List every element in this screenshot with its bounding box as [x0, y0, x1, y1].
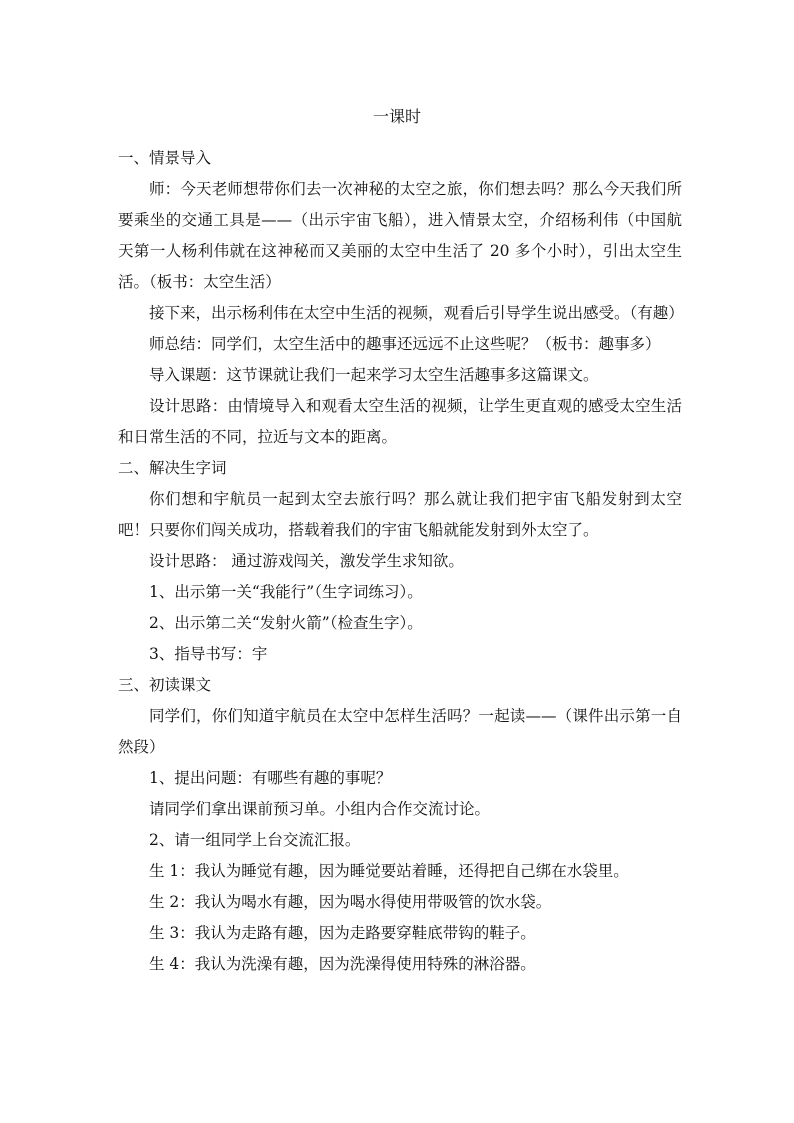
document-body	[118, 143, 682, 980]
paragraph: 1、出示第一关“我能行”（生字词练习）。	[149, 583, 423, 601]
section-heading: 一、情景导入	[118, 149, 212, 167]
paragraph: 师：今天老师想带你们去一次神秘的太空之旅，你们想去吗？那么今天我们所要乘坐的交通工具是——（出示宇宙飞船），进入情景太空，介绍杨利伟（中国航天第一人杨利伟就在这神秘而又美丽的太空中生活了 20 多个小时），引出太空生活。（板书：太空生活）	[118, 180, 682, 291]
paragraph: 2、出示第二关“发射火箭”（检查生字）。	[149, 614, 423, 632]
section-heading: 二、解决生字词	[118, 459, 227, 477]
paragraph: 同学们，你们知道宇航员在太空中怎样生活吗？一起读——（课件出示第一自然段）	[118, 707, 682, 756]
document-title: 一课时	[372, 107, 421, 126]
paragraph: 生 1：我认为睡觉有趣，因为睡觉要站着睡，还得把自己绑在水袋里。	[149, 862, 629, 880]
paragraph: 2、请一组同学上台交流汇报。	[149, 831, 361, 849]
paragraph: 请同学们拿出课前预习单。小组内合作交流讨论。	[149, 800, 491, 818]
section-heading: 三、初读课文	[118, 676, 212, 694]
paragraph: 设计思路：由情境导入和观看太空生活的视频，让学生更直观的感受太空生活和日常生活的不同，拉近与文本的距离。	[118, 397, 682, 446]
paragraph: 生 2：我认为喝水有趣，因为喝水得使用带吸管的饮水袋。	[149, 893, 552, 911]
paragraph: 导入课题：这节课就让我们一起来学习太空生活趣事多这篇课文。	[149, 366, 599, 384]
paragraph: 3、指导书写：宇	[149, 645, 268, 663]
paragraph: 1、提出问题：有哪些有趣的事呢？	[149, 769, 392, 787]
paragraph: 你们想和宇航员一起到太空去旅行吗？那么就让我们把宇宙飞船发射到太空吧！只要你们闯关成功，搭载着我们的宇宙飞船就能发射到外太空了。	[118, 490, 682, 539]
paragraph: 设计思路： 通过游戏闯关，激发学生求知欲。	[149, 552, 464, 570]
paragraph: 生 3：我认为走路有趣，因为走路要穿鞋底带钩的鞋子。	[149, 924, 536, 942]
paragraph: 生 4：我认为洗澡有趣，因为洗澡得使用特殊的淋浴器。	[149, 955, 536, 973]
paragraph: 接下来，出示杨利伟在太空中生活的视频，观看后引导学生说出感受。（有趣）	[149, 304, 684, 322]
paragraph: 师总结：同学们，太空生活中的趣事还远远不止这些呢？（板书：趣事多）	[149, 335, 661, 353]
